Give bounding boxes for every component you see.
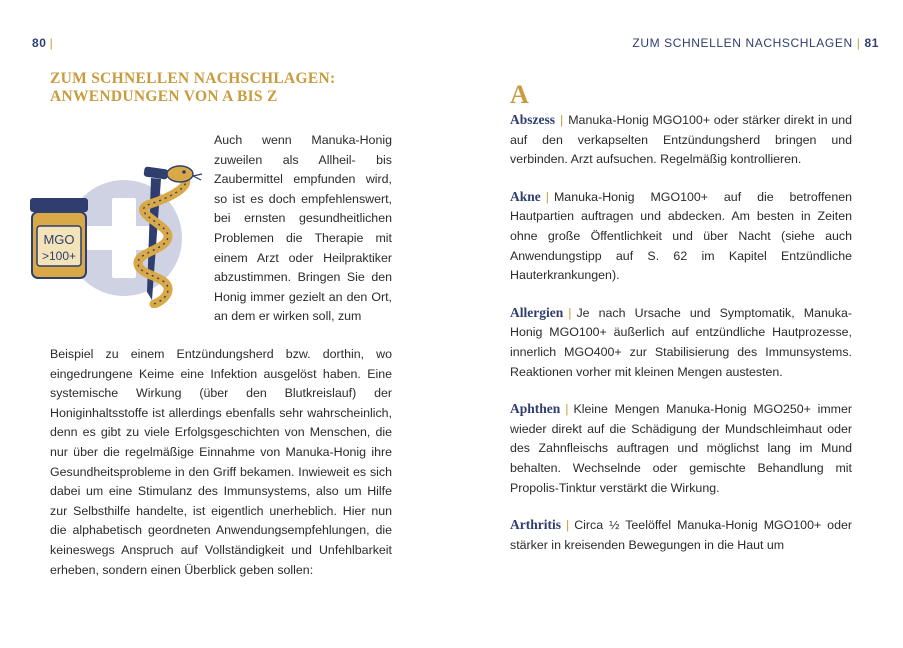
entry-text: Manuka-Honig MGO100+ oder stärker direkt in und auf den verkapselten Entzündungsherd bringen und verbinden. Arzt aufsuchen. Regelmäßig kontrollieren. bbox=[510, 113, 852, 167]
intro-paragraph-top: Auch wenn Manuka-Honig zuweilen als Allheil- bis Zaubermittel empfunden wird, so ist es doch empfehlenswert, bei ernsten gesundheitlichen Problemen die Therapie mit einem Arzt oder Heilpraktiker abzustimmen. Bringen Sie den Honig immer gezielt an den Ort, an dem er wirken soll, zum bbox=[214, 133, 392, 324]
entry-aphthen bbox=[510, 399, 852, 498]
header-separator: | bbox=[49, 36, 54, 50]
section-title-line-2: ANWENDUNGEN VON A BIS Z bbox=[50, 88, 278, 105]
entry-text: Kleine Mengen Manuka-Honig MGO250+ immer wieder direkt auf die Schädigung der Mundschleimhaut oder des Zahnfleischs auftragen und möglichst lang im Mund behalten. Wechselnde oder gemischte Behandlung mit Propolis-Tinktur verstärkt die Wirkung. bbox=[510, 402, 852, 495]
right-page bbox=[451, 0, 903, 648]
manuka-illustration bbox=[28, 158, 208, 308]
entry-term: Akne bbox=[510, 188, 541, 204]
jar-label-line-2: >100+ bbox=[41, 249, 77, 263]
left-page-header bbox=[32, 36, 57, 50]
section-title-line-1: ZUM SCHNELLEN NACHSCHLAGEN: bbox=[50, 70, 336, 87]
entry-separator: | bbox=[545, 189, 549, 204]
left-page bbox=[0, 0, 451, 648]
entry-separator: | bbox=[560, 113, 564, 127]
header-separator: | bbox=[856, 36, 861, 50]
entry-text: Manuka-Honig MGO100+ auf die betroffenen Hautpartien auftragen und abdecken. Am besten in Zeiten ohne große Öffentlichkeit und über Nacht (siehe auch Anwendungstipp auf S. 62 im Kapitel Entzündliche Hauterkrankungen). bbox=[510, 189, 852, 283]
right-page-number: 81 bbox=[864, 36, 879, 50]
entry-separator: | bbox=[565, 402, 569, 417]
jar-label-line-1: MGO bbox=[43, 232, 75, 247]
entry-list bbox=[510, 110, 852, 572]
entry-separator: | bbox=[566, 518, 570, 533]
entry-abszess bbox=[510, 110, 852, 170]
entry-akne bbox=[510, 187, 852, 286]
entry-text: Circa ½ Teelöffel Manuka-Honig MGO100+ oder stärker in kreisenden Bewegungen in die Haut um bbox=[510, 518, 852, 552]
left-page-number: 80 bbox=[32, 36, 47, 50]
entry-term: Abszess bbox=[510, 112, 556, 127]
entry-term: Arthritis bbox=[510, 517, 561, 533]
entry-separator: | bbox=[568, 305, 572, 320]
entry-term: Allergien bbox=[510, 304, 564, 320]
section-title bbox=[50, 70, 410, 106]
entry-term: Aphthen bbox=[510, 401, 561, 417]
entry-allergien bbox=[510, 303, 852, 382]
letter-heading: A bbox=[510, 80, 529, 109]
entry-arthritis bbox=[510, 515, 852, 555]
honey-jar-icon bbox=[30, 198, 88, 278]
intro-paragraph-bottom: Beispiel zu einem Entzündungsherd bzw. dorthin, wo eingedrungene Keime eine Infektion ausgelöst haben. Eine systemische Wirkung (über den Blutkreislauf) der Honiginhaltsstoffe ist allerdings ebenfalls sehr wahrscheinlich, denn es gibt zu viele Erfolgsgeschichten von Menschen, die nur über die regelmäßige Einnahme von Manuka-Honig ihre Gesundheitsprobleme in den Griff bekamen. Inwieweit es sich dabei um eine Stimulanz des Immunsystems, also um Hilfe zur Selbsthilfe handelte, ist eigentlich unerheblich. Hier nun die alphabetisch geordneten Anwendungsempfehlungen, die keineswegs Anspruch auf Vollständigkeit und Unfehlbarkeit erheben, sondern einen Überblick geben sollen: bbox=[50, 347, 392, 577]
running-title: ZUM SCHNELLEN NACHSCHLAGEN bbox=[632, 36, 853, 50]
right-page-header bbox=[632, 36, 879, 50]
entry-text: Je nach Ursache und Symptomatik, Manuka-Honig MGO100+ äußerlich auf entzündliche Hautprozesse, innerlich MGO400+ zur Stabilisierung des Immunsystems. Reaktionen vorher mit kleinen Mengen austesten. bbox=[510, 305, 852, 379]
